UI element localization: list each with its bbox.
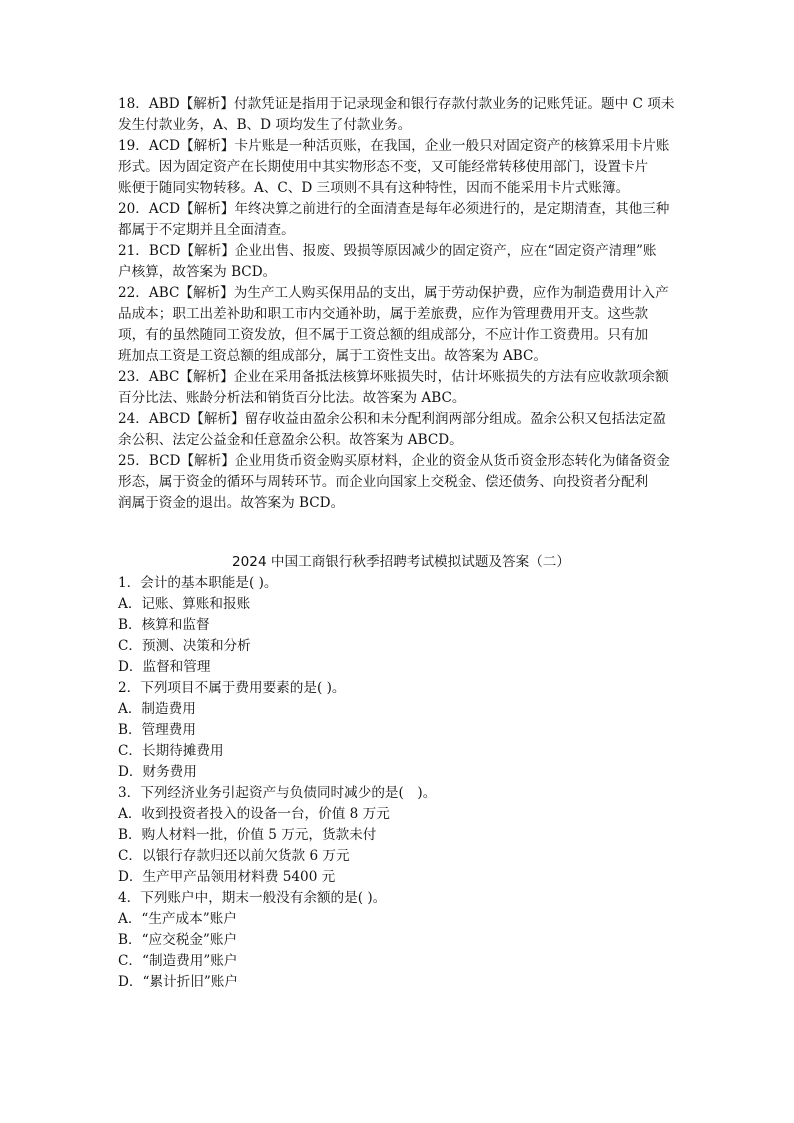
- answer-line: 班加点工资是工资总额的组成部分，属于工资性支出。故答案为 ABC。: [118, 348, 547, 364]
- question-option: D．财务费用: [118, 764, 197, 780]
- question-stem: 3．下列经济业务引起资产与负债同时减少的是( )。: [118, 785, 437, 801]
- answer-line: 发生付款业务，A、B、D 项均发生了付款业务。: [118, 117, 412, 133]
- question-option: D．监督和管理: [118, 659, 211, 675]
- answer-line: 21．BCD【解析】企业出售、报废、毁损等原因减少的固定资产，应在“固定资产清理”账: [118, 243, 657, 259]
- question-option: B．管理费用: [118, 722, 196, 738]
- question-item: [118, 888, 684, 993]
- answer-line: 23．ABC【解析】企业在采用备抵法核算坏账损失时，估计坏账损失的方法有应收款项余额: [118, 369, 669, 385]
- question-option: B．购人材料一批，价值 5 万元，货款未付: [118, 827, 377, 843]
- answer-paragraph: [118, 136, 684, 199]
- question-option: C．以银行存款归还以前欠货款 6 万元: [118, 848, 350, 864]
- answer-line: 都属于不定期并且全面清查。: [118, 222, 295, 238]
- answer-paragraph: [118, 94, 684, 136]
- answer-line: 润属于资金的退出。故答案为 BCD。: [118, 495, 345, 511]
- answer-line: 百分比法、账龄分析法和销货百分比法。故答案为 ABC。: [118, 390, 466, 406]
- question-option: A．“生产成本”账户: [118, 911, 237, 927]
- answer-line: 20．ACD【解析】年终决算之前进行的全面清查是每年必须进行的，是定期清查，其他三种: [118, 201, 670, 217]
- question-option: D．生产甲产品领用材料费 5400 元: [118, 869, 336, 885]
- question-item: [118, 573, 684, 678]
- answer-paragraph: [118, 283, 684, 367]
- answer-line: 24．ABCD【解析】留存收益由盈余公积和未分配利润两部分组成。盈余公积又包括法定盈: [118, 411, 667, 427]
- question-stem: 4．下列账户中，期末一般没有余额的是( )。: [118, 890, 387, 906]
- answer-line: 账便于随同实物转移。A、C、D 三项则不具有这种特性，因而不能采用卡片式账簿。: [118, 180, 630, 196]
- answer-paragraph: [118, 367, 684, 409]
- question-option: B．“应交税金”账户: [118, 932, 238, 948]
- question-item: [118, 678, 684, 783]
- answer-line: 19．ACD【解析】卡片账是一种活页账，在我国，企业一般只对固定资产的核算采用卡片账: [118, 138, 670, 154]
- question-item: [118, 783, 684, 888]
- answer-line: 形态，属于资金的循环与周转环节。而企业向国家上交税金、偿还债务、向投资者分配利: [118, 474, 649, 490]
- answer-line: 品成本；职工出差补助和职工市内交通补助，属于差旅费，应作为管理费用开支。这些款: [118, 306, 649, 322]
- section-title: 2024 中国工商银行秋季招聘考试模拟试题及答案（二）: [232, 554, 570, 570]
- answer-line: 余公积、法定公益金和任意盈余公积。故答案为 ABCD。: [118, 432, 463, 448]
- question-stem: 2．下列项目不属于费用要素的是( )。: [118, 680, 346, 696]
- answer-paragraph: [118, 409, 684, 451]
- question-stem: 1．会计的基本职能是( )。: [118, 575, 278, 591]
- question-option: A．制造费用: [118, 701, 196, 717]
- answer-line: 形式。因为固定资产在长期使用中其实物形态不变，又可能经常转移使用部门，设置卡片: [118, 159, 649, 175]
- answer-paragraph: [118, 451, 684, 514]
- answer-paragraph: [118, 241, 684, 283]
- question-option: A．收到投资者投入的设备一台，价值 8 万元: [118, 806, 390, 822]
- question-option: C．“制造费用”账户: [118, 953, 238, 969]
- question-option: A．记账、算账和报账: [118, 596, 251, 612]
- question-list: [118, 573, 684, 993]
- answer-line: 户核算，故答案为 BCD。: [118, 264, 277, 280]
- answer-paragraph: [118, 199, 684, 241]
- question-option: C．预测、决策和分析: [118, 638, 251, 654]
- answer-line: 18．ABD【解析】付款凭证是指用于记录现金和银行存款付款业务的记账凭证。题中 C 项未: [118, 96, 675, 112]
- answer-line: 25．BCD【解析】企业用货币资金购买原材料，企业的资金从货币资金形态转化为储备资金: [118, 453, 670, 469]
- question-option: B．核算和监督: [118, 617, 210, 633]
- question-option: C．长期待摊费用: [118, 743, 224, 759]
- answer-line: 项，有的虽然随同工资发放，但不属于工资总额的组成部分，不应计作工资费用。只有加: [118, 327, 649, 343]
- answer-line: 22．ABC【解析】为生产工人购买保用品的支出，属于劳动保护费，应作为制造费用计入产: [118, 285, 669, 301]
- answer-explanations: [118, 94, 684, 514]
- question-option: D．“累计折旧”账户: [118, 974, 238, 990]
